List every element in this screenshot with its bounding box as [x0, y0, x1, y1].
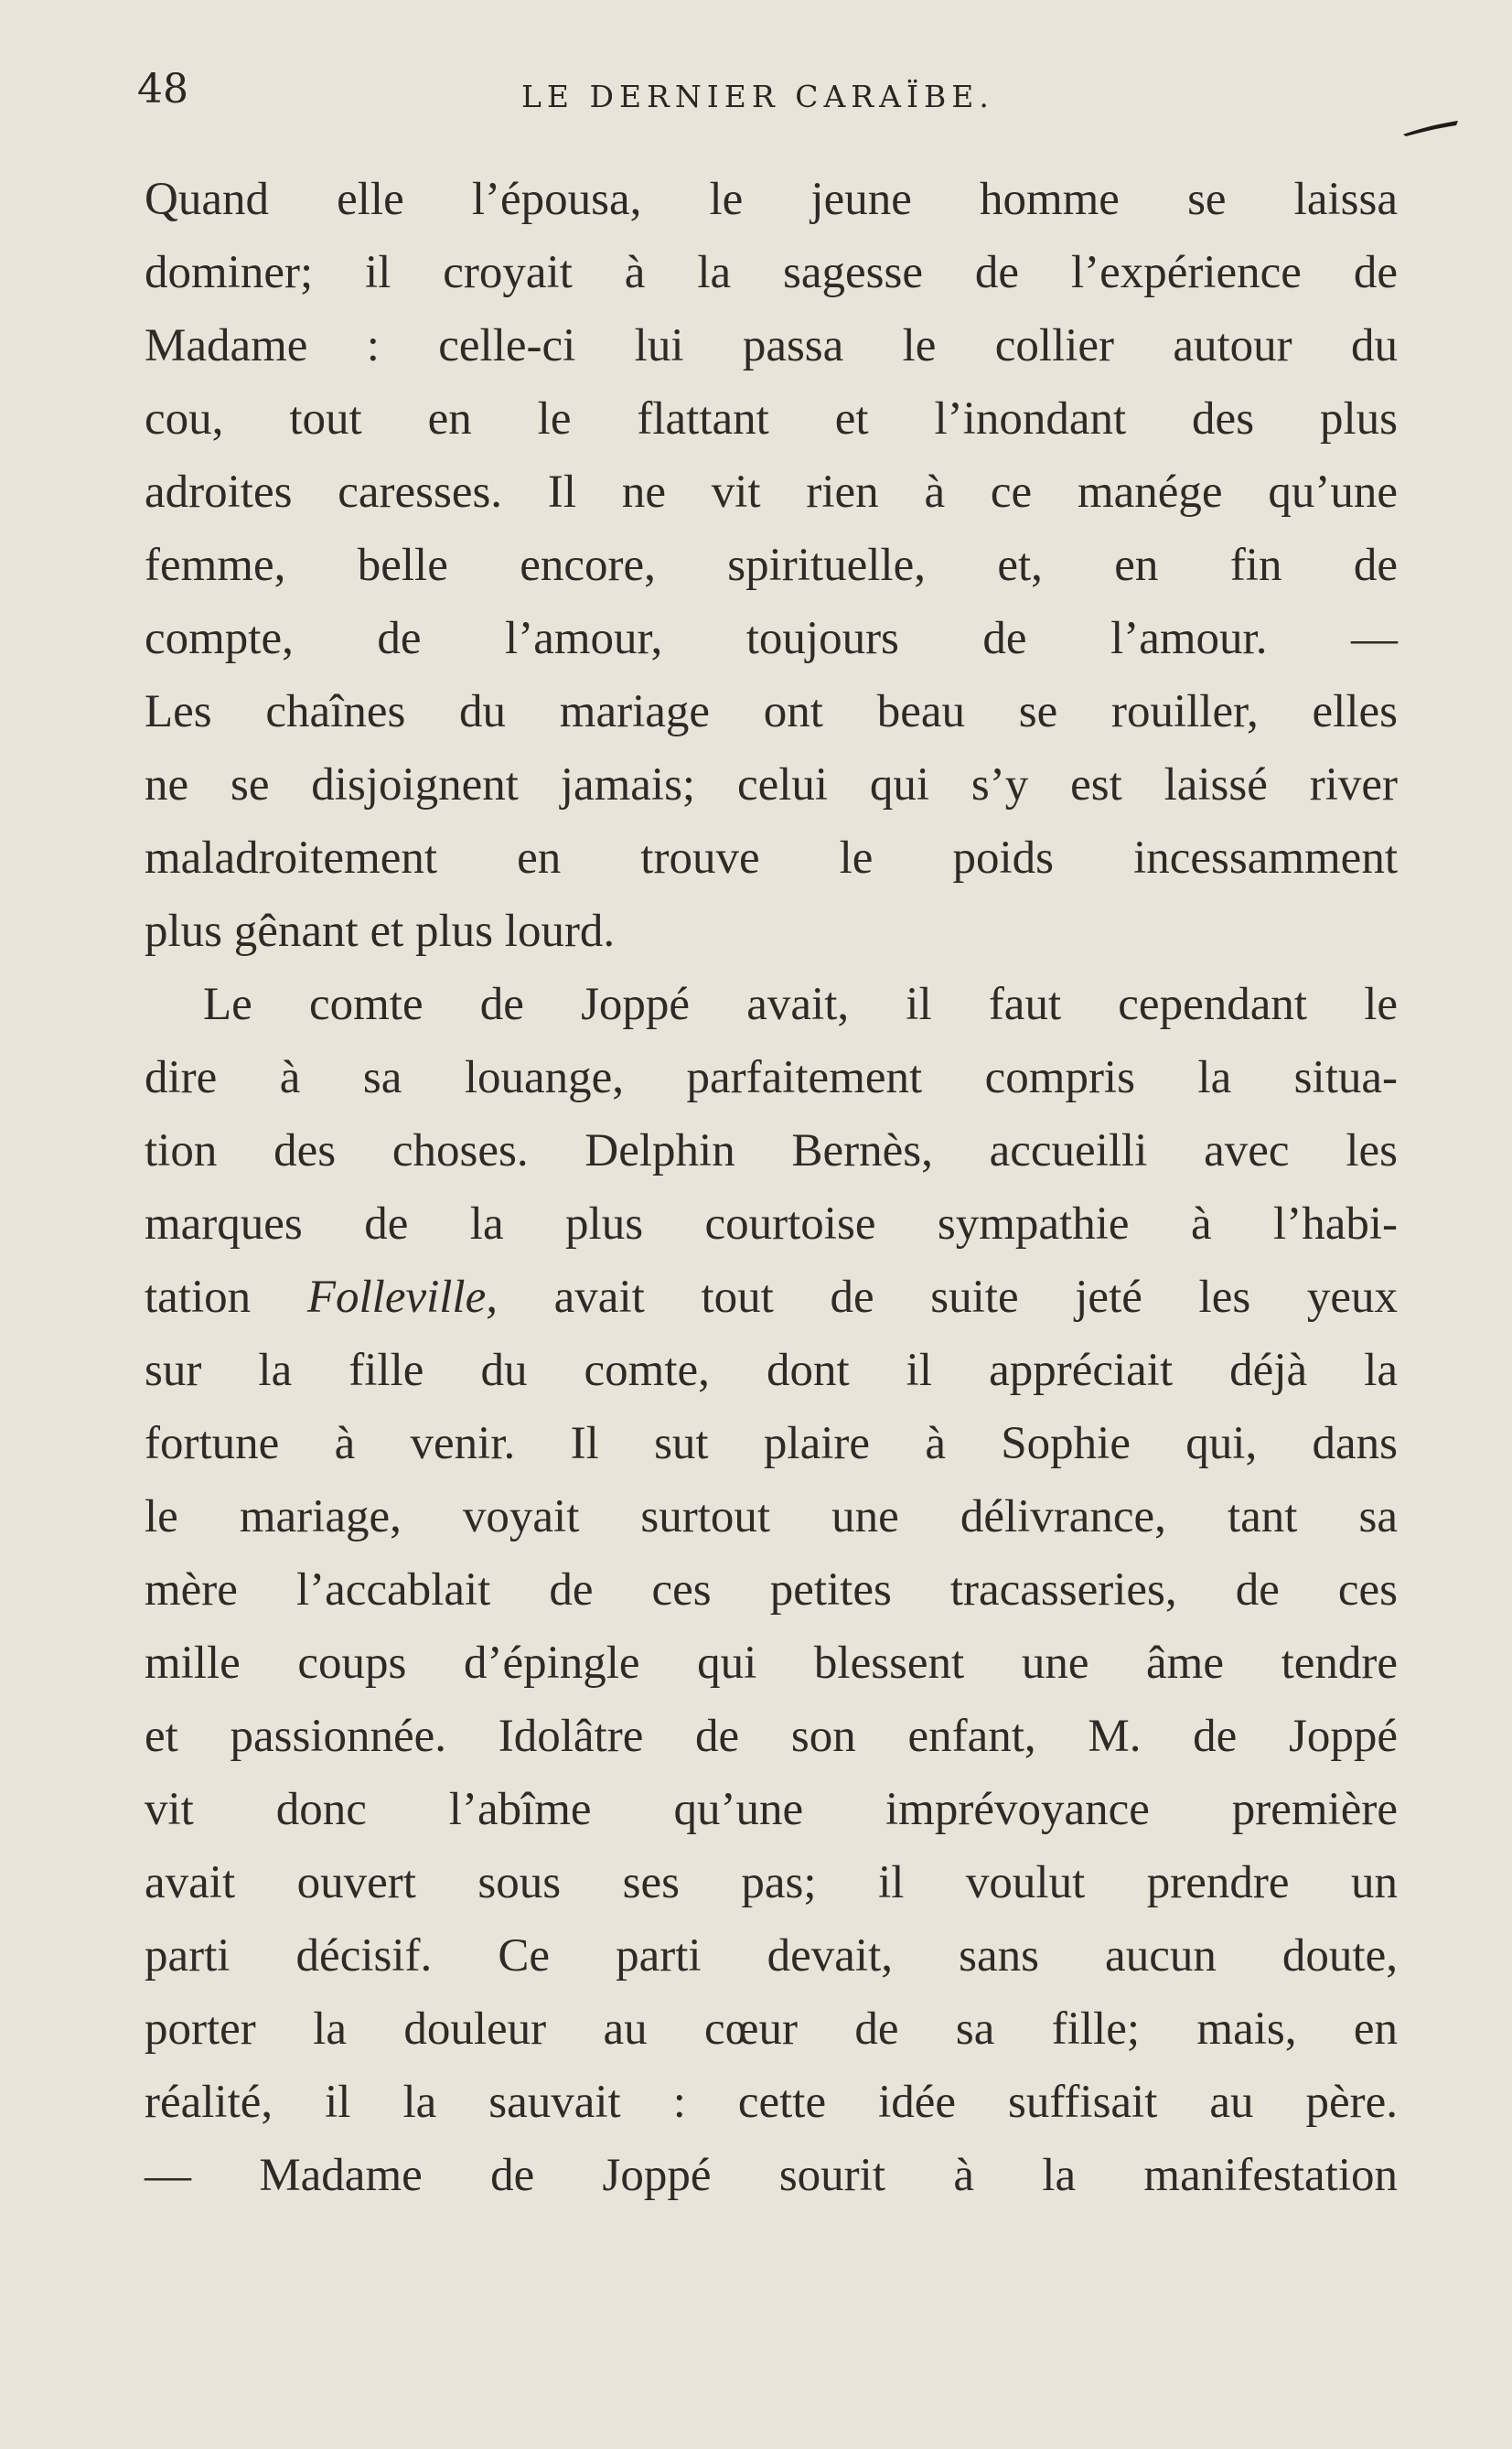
text-line: adroites caresses. Il ne vit rien à ce manége qu’une	[145, 467, 1398, 518]
text-line: réalité, il la sauvait : cette idée suffisait au père.	[145, 2077, 1398, 2128]
text-line: sur la fille du comte, dont il appréciait déjà la	[145, 1345, 1398, 1396]
text-line: le mariage, voyait surtout une délivrance, tant sa	[145, 1491, 1398, 1542]
text-line: fortune à venir. Il sut plaire à Sophie qui, dans	[145, 1418, 1398, 1469]
text-line: mère l’accablait de ces petites tracasseries, de ces	[145, 1564, 1398, 1616]
text-segment: tation	[145, 1272, 252, 1323]
text-line: Les chaînes du mariage ont beau se rouiller, elles	[145, 686, 1398, 737]
text-line: vit donc l’abîme qu’une imprévoyance première	[145, 1784, 1398, 1835]
text-line: — Madame de Joppé sourit à la manifestation	[145, 2150, 1398, 2201]
text-line: compte, de l’amour, toujours de l’amour. —	[145, 613, 1398, 664]
text-line: marques de la plus courtoise sympathie à l’habi-	[145, 1198, 1398, 1250]
ink-mark-icon	[1401, 119, 1460, 137]
page-header	[137, 66, 1399, 130]
running-title: LE DERNIER CARAÏBE.	[521, 79, 994, 114]
text-line: cou, tout en le flattant et l’inondant des plus	[145, 393, 1398, 445]
text-line: tion des choses. Delphin Bernès, accueilli avec les	[145, 1125, 1398, 1176]
text-line: avait ouvert sous ses pas; il voulut prendre un	[145, 1857, 1398, 1908]
page-number: 48	[137, 66, 188, 113]
body-text	[145, 163, 1398, 2212]
text-line: plus gênant et plus lourd.	[145, 906, 616, 957]
text-line: dominer; il croyait à la sagesse de l’expérience de	[145, 247, 1398, 298]
text-line	[145, 1261, 1398, 1334]
text-line: Quand elle l’épousa, le jeune homme se laissa	[145, 174, 1398, 225]
text-line: Le comte de Joppé avait, il faut cependant le	[203, 979, 1398, 1030]
italic-place-name: Folleville,	[306, 1272, 498, 1323]
text-line: mille coups d’épingle qui blessent une âme tendre	[145, 1638, 1398, 1689]
text-line: ne se disjoignent jamais; celui qui s’y est laissé river	[145, 759, 1398, 811]
text-line: maladroitement en trouve le poids incessamment	[145, 832, 1398, 884]
text-line: porter la douleur au cœur de sa fille; mais, en	[145, 2003, 1398, 2055]
text-line: dire à sa louange, parfaitement compris la situa-	[145, 1052, 1398, 1103]
text-line: et passionnée. Idolâtre de son enfant, M. de Joppé	[145, 1711, 1398, 1762]
text-line: Madame : celle-ci lui passa le collier autour du	[145, 320, 1398, 371]
text-line: parti décisif. Ce parti devait, sans aucun doute,	[145, 1930, 1398, 1982]
text-line: femme, belle encore, spirituelle, et, en fin de	[145, 540, 1398, 591]
text-segment: avait tout de suite jeté les yeux	[553, 1272, 1399, 1323]
